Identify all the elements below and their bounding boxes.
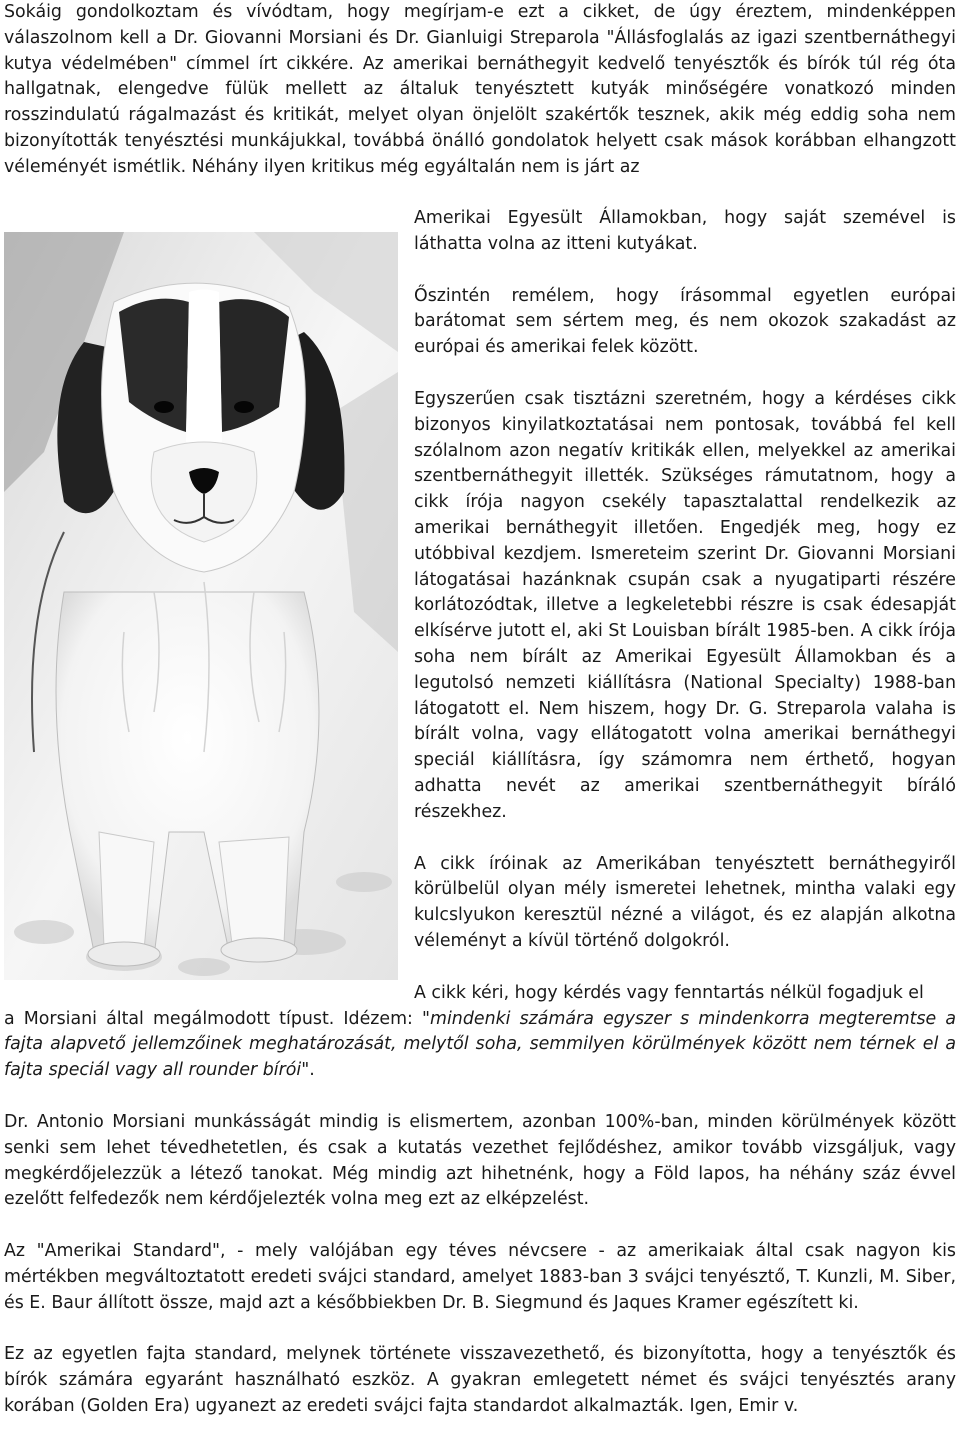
morsiani-quote: mindenki számára egyszer s mindenkorra megteremtse a fajta alapvető jellemzőinek meghatározását, melytől soha, semmilyen körülmények között nem térnek el a fajta speciál vagy all rounder bírói	[4, 1008, 957, 1081]
paragraph-clarification: Egyszerűen csak tisztázni szeretném, hogy a kérdéses cikk bizonyos kinyilatkoztatásai nem pontosak, továbbá fel kell szólalnom azon negatív kritikák ellen, melyekkel az amerikai szentbernáthegyit illették. Szükséges rámutatnom, hogy a cikk írója nagyon csekély tapasztalattal rendelkezik az amerikai bernáthegyit illetően. Engedjék meg, hogy ez utóbbival kezdjem. Ismereteim szerint Dr. Giovanni Morsiani látogatásai hazánknak csupán csak a nyugatiparti részére korlátozódtak, illetve a legkeletebbi részre is csak édesapját elkísérve jutott el, aki St Louisban bírált 1985-ben. A cikk írója soha nem bírált az Amerikai Egyesült Államokban és a legutolsó nemzeti kiállításra (National Specialty) 1988-ban látogatott el. Nem hiszem, hogy Dr. G. Streparola valaha is bírált volna, vagy ellátogatott volna amerikai bernáthegyi speciál kiállításra, így számomra nem érthető, hogyan adhatta nevét az amerikai szentbernáthegyit bíráló részekhez.	[414, 388, 956, 822]
paragraph-keyhole: A cikk íróinak az Amerikában tenyésztett bernáthegyiről körülbelül olyan mély ismeretei lehetnek, mintha valaki egy kulcslyukon keresztül nézné a világot, és ez alapján alkotna véleményt a kívül történő dolgokról.	[414, 853, 956, 951]
paragraph-breed-standard: Ez az egyetlen fajta standard, melynek története visszavezethető, és bizonyította, hogy a tenyésztők és bírók számára egyaránt használható eszköz. A gyakran emlegetett német és svájci tenyésztés arany korában (Golden Era) ugyanezt az eredeti svájci fajta standardot alkalmazták. Igen, Emir v.	[4, 1344, 956, 1417]
intro-paragraph: Sokáig gondolkoztam és vívódtam, hogy megírjam-e ezt a cikket, de úgy éreztem, mindenképpen válaszolnom kell a Dr. Giovanni Morsiani és Dr. Gianluigi Streparola "Állásfoglalás az igazi szentbernáthegyi kutya védelmében" címmel írt cikkére. Az amerikai bernáthegyit kedvelő tenyésztők és bírók túl rég óta hallgatnak, elengedve fülük mellett az általuk tenyésztett kutyák minőségére vonatkozó minden rosszindulatú rágalmazást és kritikát, melyet olyan önjelölt szakértők tesznek, akik még eddig soha nem bizonyították tenyésztési munkájukkal, továbbá önálló gondolatok helyett csak mások korábban elhangzott véleményét ismétlik. Néhány ilyen kritikus még egyáltalán nem is járt az	[4, 2, 956, 177]
paragraph-quote-end: ".	[301, 1060, 315, 1081]
intro-paragraph-continued: Amerikai Egyesült Államokban, hogy saját szemével is láthatta volna az itteni kutyákat.	[414, 208, 956, 254]
paragraph-quote-lead: a Morsiani által megálmodott típust. Idézem: "	[4, 1008, 431, 1029]
paragraph-american-standard: Az "Amerikai Standard", - mely valójában egy téves névcsere - az amerikaiak által csak nagyon kis mértékben megváltoztatott eredeti svájci standard, amelyet 1883-ban 3 svájci tenyésztő, T. Kunzli, M. Siber, és E. Baur állított össze, majd azt a későbbiekben Dr. B. Siegmund és Jaques Kramer egészített ki.	[4, 1241, 956, 1313]
paragraph-sincere-hope: Őszintén remélem, hogy írásommal egyetlen európai barátomat sem sértem meg, és nem okozok szakadást az európai és amerikai felek között.	[414, 285, 956, 358]
article-body	[4, 0, 956, 1420]
paragraph-quote	[4, 981, 956, 1084]
paragraph-antonio-morsiani: Dr. Antonio Morsiani munkásságát mindig is elismertem, azonban 100%-ban, minden körülmények között senki sem lehet tévedhetetlen, és csak a kutatás vezethet fejlődéshez, amikor tovább vizsgáljuk, vagy megkérdőjelezzük a létező tanokat. Még mindig azt hihetnénk, hogy a Föld lapos, ha néhány száz évvel ezelőtt felfedezők nem kérdőjelezték volna meg ezt az elképzelést.	[4, 1111, 956, 1210]
paragraph-quote-start: A cikk kéri, hogy kérdés vagy fenntartás nélkül fogadjuk el	[414, 982, 924, 1003]
